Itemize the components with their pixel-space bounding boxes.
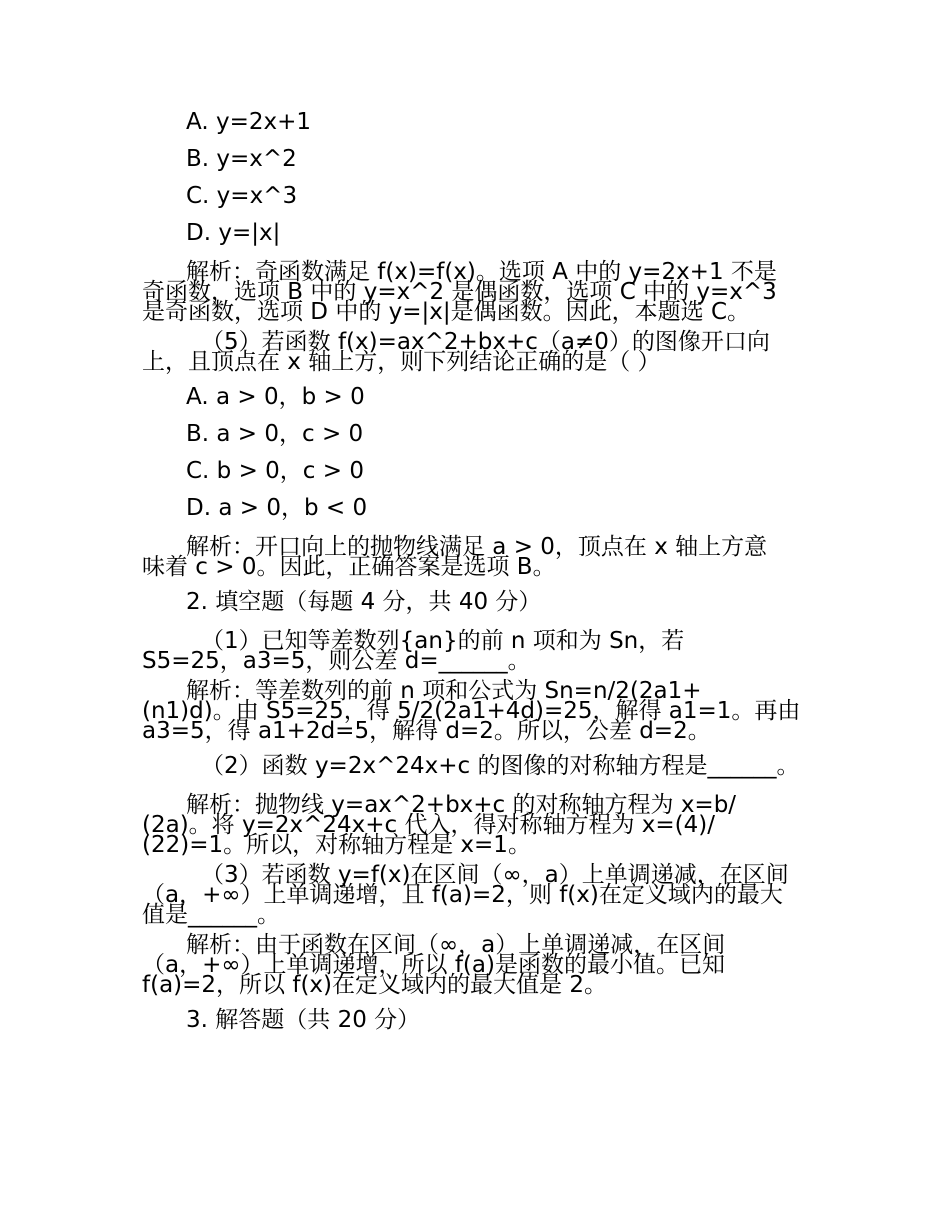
document-body [142, 104, 814, 1039]
q5-option-a: A. a > 0，b > 0 [186, 384, 365, 410]
q4-analysis-line: 解析：奇函数满足 f(x)=f(x)。选项 A 中的 y=2x+1 不是 [186, 259, 777, 285]
q5-option-d: D. a > 0，b < 0 [186, 495, 368, 521]
q4-option-c: C. y=x^3 [186, 183, 298, 209]
q5-question [142, 329, 814, 375]
fill1-question-line: （1）已知等差数列{an}的前 n 项和为 Sn，若 [201, 628, 685, 654]
fill2-question: （2）函数 y=2x^24x+c 的图像的对称轴方程是______。 [201, 753, 800, 779]
q4-analysis-line: 是奇函数，选项 D 中的 y=|x|是偶函数。因此，本题选 C。 [142, 299, 751, 325]
fill2-analysis-line: (22)=1。所以，对称轴方程是 x=1。 [142, 832, 531, 858]
section-2-title: 2. 填空题（每题 4 分，共 40 分） [186, 589, 542, 615]
fill2-analysis [142, 792, 814, 858]
q5-analysis [142, 534, 814, 580]
fill1-analysis-line: 解析：等差数列的前 n 项和公式为 Sn=n/2(2a1+ [186, 678, 702, 704]
q4-analysis [142, 259, 814, 325]
q5-option-b: B. a > 0，c > 0 [186, 421, 364, 447]
q5-analysis-line: 解析：开口向上的抛物线满足 a > 0，顶点在 x 轴上方意 [186, 534, 768, 560]
q5-option-c: C. b > 0，c > 0 [186, 458, 364, 484]
fill3-question-line: 值是______。 [142, 902, 280, 928]
fill2-analysis-line: (2a)。将 y=2x^24x+c 代入，得对称轴方程为 x=(4)/ [142, 812, 716, 838]
q5-question-line: （5）若函数 f(x)=ax^2+bx+c（a≠0）的图像开口向 [201, 329, 770, 355]
fill3-analysis-line: 解析：由于函数在区间（∞，a）上单调递减，在区间 [186, 932, 726, 958]
q5-question-line: 上，且顶点在 x 轴上方，则下列结论正确的是（ ） [142, 349, 661, 375]
q4-option-d: D. y=|x| [186, 220, 281, 246]
fill1-question [142, 628, 814, 674]
q4-option-a: A. y=2x+1 [186, 109, 311, 135]
fill1-analysis [142, 678, 814, 744]
fill3-analysis-line: （a，+∞）上单调递增，所以 f(a)是函数的最小值。已知 [142, 952, 725, 978]
fill1-analysis-line: a3=5，得 a1+2d=5，解得 d=2。所以，公差 d=2。 [142, 718, 711, 744]
fill1-question-line: S5=25，a3=5，则公差 d=______。 [142, 648, 531, 674]
fill3-question [142, 862, 814, 928]
q5-analysis-line: 味着 c > 0。因此，正确答案是选项 B。 [142, 554, 556, 580]
q4-option-b: B. y=x^2 [186, 146, 297, 172]
fill3-question-line: （3）若函数 y=f(x)在区间（∞，a）上单调递减，在区间 [201, 862, 789, 888]
section-3-title: 3. 解答题（共 20 分） [186, 1007, 421, 1033]
fill2-analysis-line: 解析：抛物线 y=ax^2+bx+c 的对称轴方程为 x=b/ [186, 792, 737, 818]
fill3-analysis-line: f(a)=2，所以 f(x)在定义域内的最大值是 2。 [142, 972, 607, 998]
fill3-question-line: （a，+∞）上单调递增，且 f(a)=2，则 f(x)在定义域内的最大 [142, 882, 783, 908]
fill3-analysis [142, 932, 814, 998]
q4-analysis-line: 奇函数，选项 B 中的 y=x^2 是偶函数，选项 C 中的 y=x^3 [142, 279, 777, 305]
fill1-analysis-line: (n1)d)。由 S5=25，得 5/2(2a1+4d)=25，解得 a1=1。再由 [142, 698, 801, 724]
